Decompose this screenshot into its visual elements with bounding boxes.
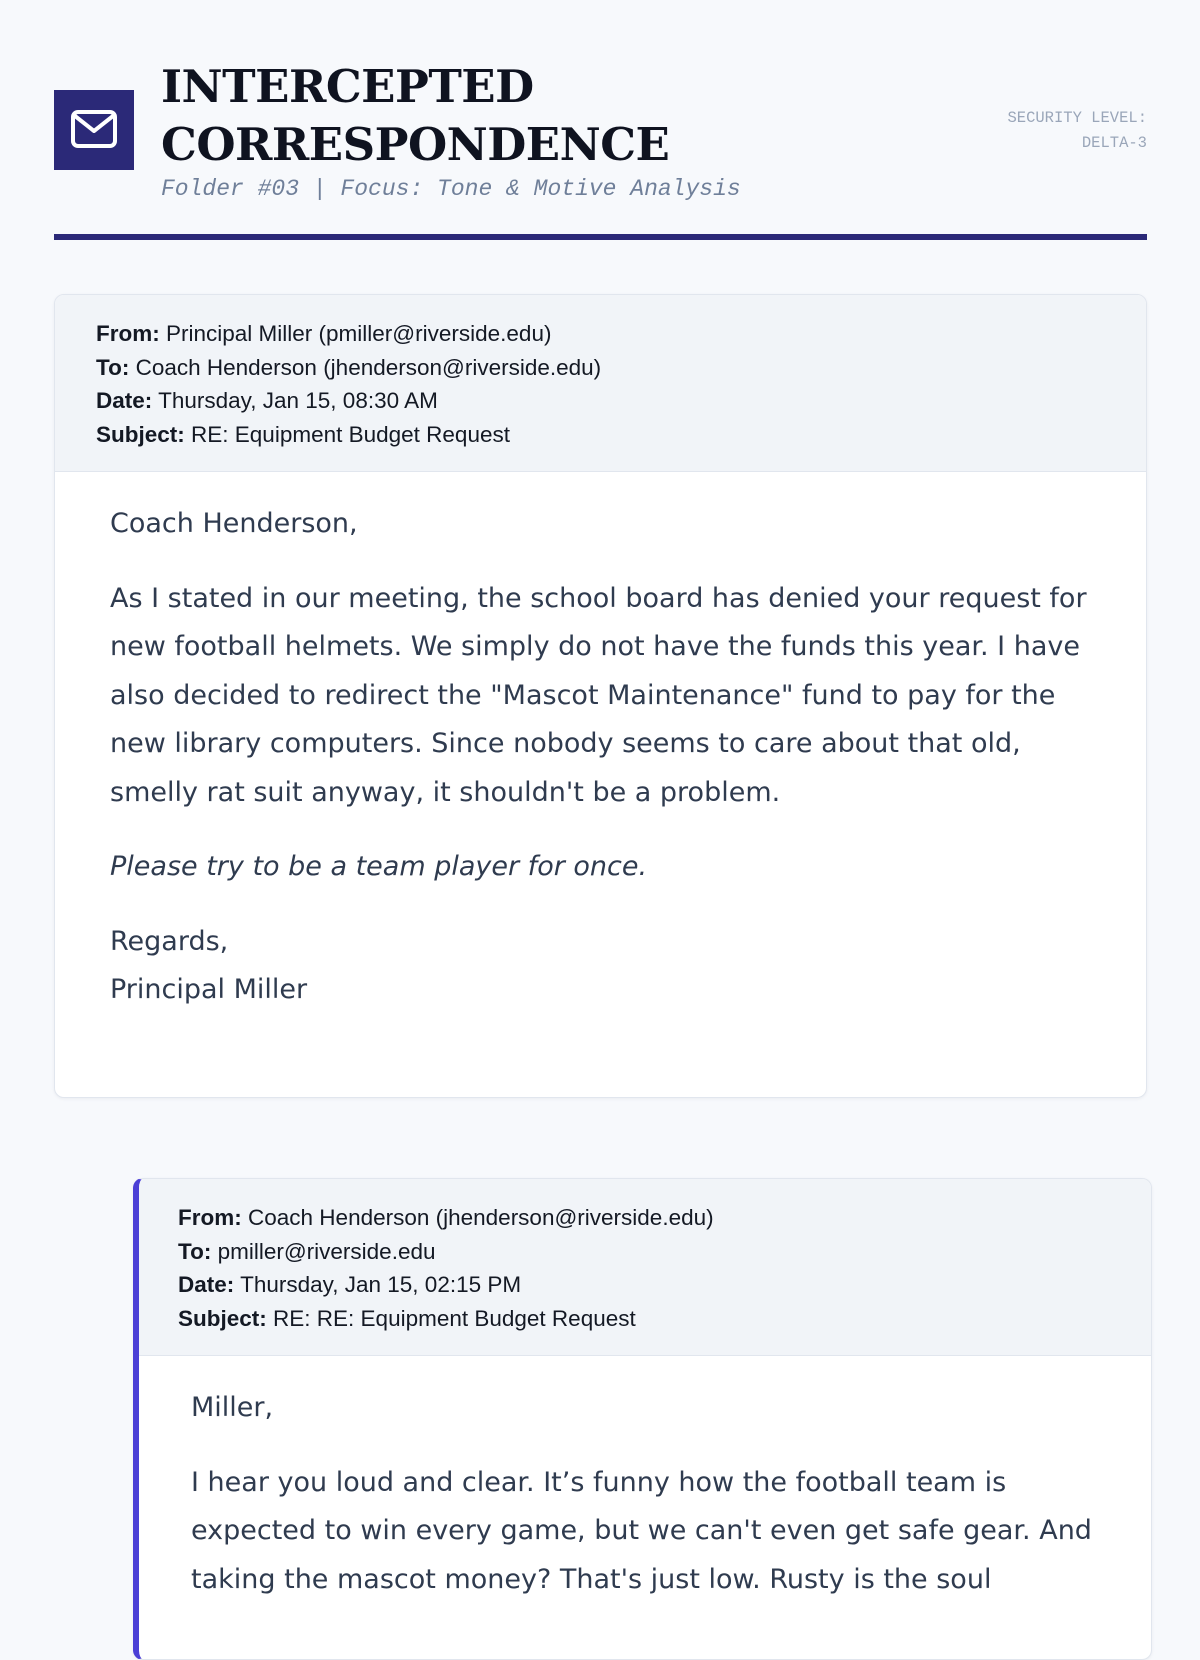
- document-header: [54, 58, 1147, 240]
- logo-badge: [54, 90, 134, 170]
- header-divider: [54, 234, 1147, 240]
- email-signature: Principal Miller: [110, 974, 308, 1005]
- email-to-row: [96, 351, 1106, 385]
- security-level: [927, 106, 1147, 156]
- title-line-1: INTERCEPTED: [161, 60, 534, 113]
- email-date-row: [178, 1268, 1111, 1302]
- from-label: From:: [96, 321, 160, 346]
- subject-label: Subject:: [178, 1305, 267, 1331]
- subject-label: Subject:: [96, 421, 185, 447]
- email-subject-row: [96, 418, 1106, 452]
- to-label: To:: [96, 354, 130, 380]
- page-title: [161, 58, 669, 174]
- title-line-2: CORRESPONDENCE: [161, 118, 670, 171]
- email-greeting: Coach Henderson,: [110, 508, 358, 539]
- email-body: [55, 472, 1146, 1071]
- email-greeting: Miller,: [191, 1392, 274, 1423]
- email-subject-row: [178, 1302, 1111, 1336]
- email-to-row: [178, 1235, 1111, 1269]
- from-label: From:: [178, 1205, 242, 1230]
- email-paragraph: I hear you loud and clear. It’s funny how the football team is expected to win every game, but we can't even get safe gear. And taking the mascot money? That's just low. Rusty is the soul: [191, 1466, 1092, 1595]
- to-label: To:: [178, 1238, 212, 1264]
- date-value: Thursday, Jan 15, 02:15 PM: [240, 1272, 522, 1297]
- from-value: Principal Miller (pmiller@riverside.edu): [166, 321, 552, 346]
- email-from-row: [178, 1201, 1111, 1235]
- email-meta: [139, 1179, 1151, 1356]
- to-value: Coach Henderson (jhenderson@riverside.edu): [135, 354, 602, 380]
- subject-value: RE: Equipment Budget Request: [191, 421, 510, 447]
- email-signoff: Regards,: [110, 925, 229, 957]
- email-card-coach-reply: [133, 1178, 1152, 1660]
- date-label: Date:: [178, 1272, 235, 1297]
- security-level-value: DELTA-3: [1081, 134, 1147, 152]
- security-level-label: SECURITY LEVEL:: [1007, 109, 1147, 127]
- to-value: pmiller@riverside.edu: [217, 1238, 436, 1264]
- date-value: Thursday, Jan 15, 08:30 AM: [158, 388, 438, 413]
- folder-subtitle: Folder #03 | Focus: Tone & Motive Analysis: [161, 176, 741, 202]
- email-closing: [110, 918, 1096, 1015]
- email-meta: [55, 295, 1146, 472]
- email-card-principal: [54, 294, 1147, 1098]
- email-body: [139, 1356, 1151, 1660]
- subject-value: RE: RE: Equipment Budget Request: [273, 1305, 636, 1331]
- from-value: Coach Henderson (jhenderson@riverside.edu): [248, 1205, 714, 1230]
- email-date-row: [96, 384, 1106, 418]
- date-label: Date:: [96, 388, 153, 413]
- envelope-icon: [70, 109, 118, 149]
- email-from-row: [96, 317, 1106, 351]
- email-paragraph: As I stated in our meeting, the school board has denied your request for new football helmets. We simply do not have the funds this year. I have also decided to redirect the "Mascot Maintenance" fund to pay for the new library computers. Since nobody seems to care about that old, smelly rat suit anyway, it shouldn't be a problem.: [110, 582, 1087, 808]
- email-emphasis: Please try to be a team player for once.: [110, 851, 648, 882]
